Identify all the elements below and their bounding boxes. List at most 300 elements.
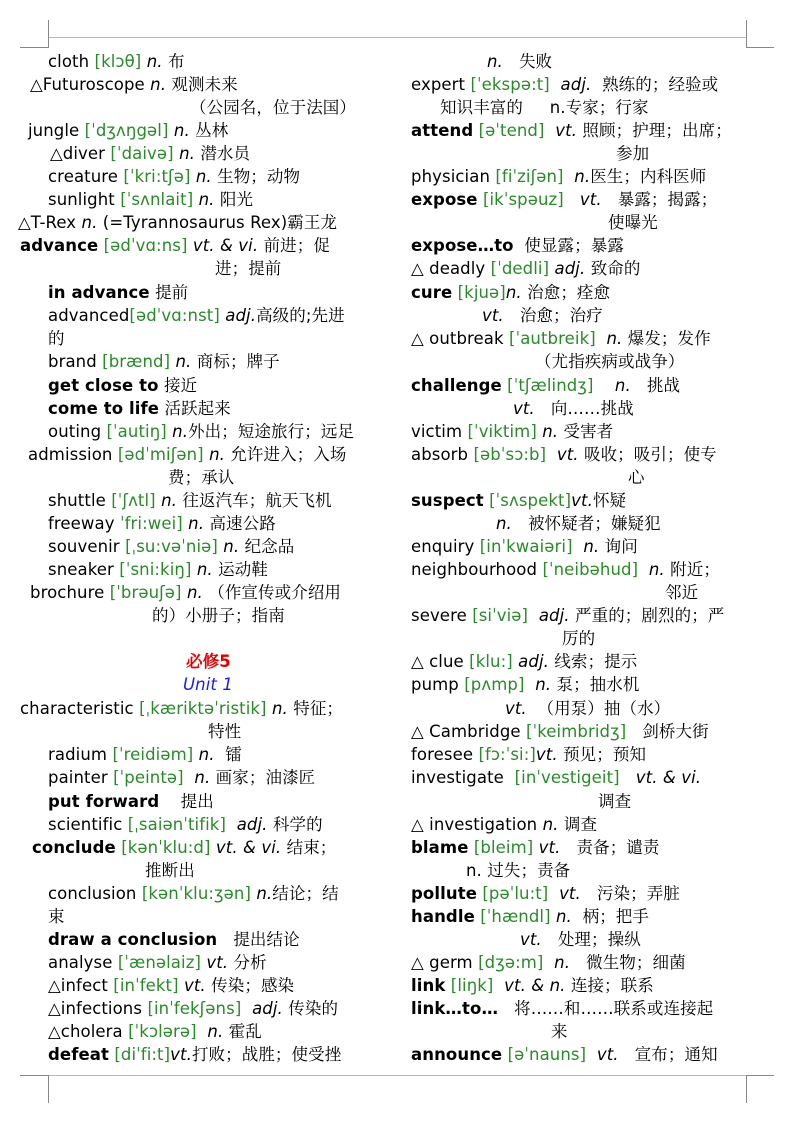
headword: scientific	[48, 815, 123, 834]
part-of-speech: n.	[535, 675, 552, 694]
definition: 医生；内科医师	[590, 167, 707, 186]
definition: 特征；	[293, 699, 344, 718]
entry-cure	[411, 281, 610, 304]
part-of-speech: n.	[198, 190, 215, 209]
definition-cont: 知识丰富的	[440, 98, 523, 117]
entry-link	[411, 974, 654, 997]
definition: 打败；战胜；使受挫	[191, 1045, 342, 1064]
definition: 霍乱	[228, 1022, 262, 1041]
headword: painter	[48, 768, 108, 787]
part-of-speech: n.	[150, 75, 167, 94]
entry-get-close-to	[48, 374, 197, 397]
phonetic: [ˈkɔlərə]	[128, 1022, 197, 1041]
part-of-speech: vt.	[535, 745, 558, 764]
headword: △ investigation	[411, 815, 538, 834]
headword: conclude	[32, 838, 116, 857]
definition: 纪念品	[244, 537, 295, 556]
definition: 吸收；吸引；使专	[583, 445, 717, 464]
definition: 柄；把手	[582, 907, 650, 926]
entry-infect	[48, 974, 294, 997]
part-of-speech: n.	[209, 445, 225, 464]
definition: 致命的	[590, 259, 641, 278]
entry-investigation	[411, 813, 597, 836]
entry-outing	[48, 420, 354, 443]
definition: 潜水员	[200, 144, 251, 163]
definition: 挑战	[646, 376, 681, 395]
headword: characteristic	[20, 699, 134, 718]
headword: brand	[48, 352, 97, 371]
footer-rule	[49, 1075, 746, 1076]
headword: in advance	[48, 283, 150, 302]
part-of-speech: n.	[487, 52, 503, 71]
part-of-speech: n.	[496, 514, 512, 533]
entry-freeway	[48, 512, 276, 535]
entry-admission	[28, 443, 347, 466]
definition: 照顾；护理；出席；	[582, 121, 732, 140]
headword: pollute	[411, 884, 477, 903]
headword: △ clue	[411, 652, 464, 671]
headword: admission	[28, 445, 113, 464]
entry-attend	[411, 119, 732, 142]
definition: 运动鞋	[218, 560, 268, 579]
part-of-speech: vt. & vi.	[192, 236, 259, 255]
part-of-speech: adj.	[225, 306, 257, 325]
headword: come to life	[48, 399, 160, 418]
headword: cloth	[48, 52, 90, 71]
headword: victim	[411, 422, 463, 441]
definition: 爆发；发作	[627, 329, 711, 348]
phonetic: [ˈdʒʌŋgəl]	[84, 121, 169, 140]
definition: 传染的	[288, 999, 339, 1018]
definition: 科学的	[272, 815, 323, 834]
phonetic: [ˈautiŋ]	[106, 422, 167, 441]
definition: 观测未来	[171, 75, 238, 94]
part-of-speech: vt.	[559, 884, 581, 903]
phonetic: [ˌsu:vəˈniə]	[125, 537, 218, 556]
part-of-speech: vt.	[206, 953, 229, 972]
headword: souvenir	[48, 537, 120, 556]
phonetic: [ˈbrəuʃə]	[109, 583, 182, 602]
phonetic: [ədˈvɑ:nst]	[129, 306, 220, 325]
part-of-speech: adj.	[560, 75, 592, 94]
definition: 严重的；剧烈的；严	[575, 606, 725, 625]
part-of-speech: vt.	[505, 699, 527, 718]
headword: investigate	[411, 768, 504, 787]
entry-advanced-cont: 的	[48, 329, 65, 348]
entry-link-to-cont: 来	[551, 1022, 568, 1041]
phonetic: [ˌsaiənˈtifik]	[127, 815, 226, 834]
entry-handle-verb	[520, 928, 641, 951]
part-of-speech: n.	[505, 283, 522, 302]
headword: △ Cambridge	[411, 722, 521, 741]
entry-neighbourhood	[411, 558, 720, 581]
header-rule	[49, 37, 746, 38]
part-of-speech: n.	[466, 861, 482, 880]
definition: 布	[167, 52, 185, 71]
entry-handle	[411, 905, 649, 928]
phonetic: [kjuə]	[457, 283, 506, 302]
definition: 向……挑战	[550, 399, 634, 418]
phonetic: [ˈdaivə]	[110, 144, 174, 163]
definition: 失败	[518, 52, 553, 71]
definition: 商标；牌子	[196, 352, 280, 371]
definition: 提出结论	[233, 930, 300, 949]
phonetic: [ˈænəlaiz]	[117, 953, 202, 972]
definition: （用泵）抽（水）	[537, 699, 671, 718]
entry-announce	[411, 1043, 718, 1066]
headword: physician	[411, 167, 491, 186]
headword: attend	[411, 121, 474, 140]
entry-souvenir	[48, 535, 294, 558]
entry-characteristic	[20, 697, 343, 720]
entry-pump	[411, 673, 639, 696]
part-of-speech: n.	[175, 352, 192, 371]
entry-draw-a-conclusion	[48, 928, 300, 951]
definition: （作宣传或介绍用	[208, 583, 342, 602]
entry-challenge-verb	[513, 397, 634, 420]
definition: 剑桥大街	[642, 722, 709, 741]
entry-defeat	[48, 1043, 341, 1066]
headword: blame	[411, 838, 469, 857]
entry-victim	[411, 420, 613, 443]
headword: pump	[411, 675, 459, 694]
definition: 污染；弄脏	[596, 884, 680, 903]
definition: 线索；提示	[554, 652, 638, 671]
entry-futuroscope-cont: （公园名，位于法国）	[190, 98, 356, 117]
part-of-speech: n.	[81, 213, 98, 232]
headword: get close to	[48, 376, 159, 395]
entry-futuroscope	[30, 73, 238, 96]
definition: 连接；联系	[570, 976, 654, 995]
part-of-speech: vt.	[571, 491, 593, 510]
entry-absorb	[411, 443, 717, 466]
entry-expert-cont	[440, 96, 649, 119]
entry-challenge	[411, 374, 680, 397]
entry-attend-cont: 参加	[616, 144, 650, 163]
phonetic: [ˈsni:kiŋ]	[119, 560, 192, 579]
part-of-speech: n.	[554, 953, 571, 972]
phonetic: [ˈpeintə]	[113, 768, 184, 787]
phonetic: [brænd]	[102, 352, 171, 371]
headword: advance	[20, 236, 99, 255]
headword: handle	[411, 907, 475, 926]
entry-defeat-noun	[487, 50, 552, 73]
phonetic: [ˈviktim]	[467, 422, 537, 441]
phonetic: [ˈsʌspekt]	[489, 491, 572, 510]
part-of-speech: n.	[179, 144, 195, 163]
part-of-speech: vt.	[170, 1045, 192, 1064]
phonetic: [liŋk]	[450, 976, 494, 995]
part-of-speech: vt. & n.	[504, 976, 566, 995]
part-of-speech: n.	[194, 768, 211, 787]
definition: 结束；	[286, 838, 337, 857]
headword: defeat	[48, 1045, 109, 1064]
definition: 阳光	[219, 190, 254, 209]
definition: 处理；操纵	[557, 930, 641, 949]
entry-creature	[48, 165, 300, 188]
definition: 预见；预知	[563, 745, 647, 764]
entry-deadly	[411, 257, 641, 280]
headword: creature	[48, 167, 119, 186]
entry-expose	[411, 188, 717, 211]
entry-investigate	[411, 766, 701, 789]
entry-pollute	[411, 882, 680, 905]
entry-advance-cont: 进；提前	[215, 259, 282, 278]
part-of-speech: n.	[161, 491, 177, 510]
phonetic: [klu:]	[469, 652, 513, 671]
part-of-speech: vt. & vi.	[215, 838, 282, 857]
part-of-speech: n.	[542, 422, 559, 441]
phonetic: [ˈsʌnlait]	[120, 190, 194, 209]
phonetic: [ədˈvɑ:ns]	[103, 236, 188, 255]
part-of-speech: n.	[196, 560, 213, 579]
part-of-speech: vt.	[596, 1045, 619, 1064]
definition: 丛林	[195, 121, 229, 140]
entry-come-to-life	[48, 397, 231, 420]
entry-advanced	[48, 304, 345, 327]
entry-conclude-cont: 推断出	[145, 861, 195, 880]
headword: draw a conclusion	[48, 930, 218, 949]
headword: enquiry	[411, 537, 475, 556]
part-of-speech: n.	[271, 699, 288, 718]
phonetic: [kənˈklu:d]	[121, 838, 211, 857]
definition: 将……和……联系或连接起	[514, 999, 714, 1018]
definition: 镭	[225, 745, 242, 764]
part-of-speech: n.	[188, 514, 205, 533]
definition: 画家；油漆匠	[215, 768, 316, 787]
headword: freeway	[48, 514, 115, 533]
part-of-speech: n.	[614, 376, 631, 395]
entry-cure-verb	[482, 304, 603, 327]
definition: 过失；责备	[487, 861, 571, 880]
definition: 活跃起来	[164, 399, 231, 418]
entry-suspect-noun	[496, 512, 661, 535]
entry-conclude	[32, 836, 336, 859]
entry-outbreak-cont: （尤指疾病或战争）	[535, 352, 685, 371]
entry-diver	[50, 142, 250, 165]
phonetic: [klɔθ]	[94, 52, 142, 71]
headword: analyse	[48, 953, 113, 972]
phonetic: [inˈkwaiəri]	[479, 537, 573, 556]
definition: 微生物；细菌	[586, 953, 686, 972]
headword: neighbourhood	[411, 560, 538, 579]
phonetic: [əˈtend]	[478, 121, 545, 140]
entry-outbreak	[411, 327, 711, 350]
entry-characteristic-cont: 特性	[208, 722, 242, 741]
entry-brochure	[30, 581, 341, 604]
part-of-speech: n.	[223, 537, 240, 556]
part-of-speech: vt.	[520, 930, 542, 949]
phonetic: [pʌmp]	[464, 675, 525, 694]
definition: 被怀疑者；嫌疑犯	[527, 514, 661, 533]
headword: △ deadly	[411, 259, 486, 278]
part-of-speech: n.	[186, 583, 203, 602]
phonetic: [bleim]	[473, 838, 534, 857]
part-of-speech: vt. & vi.	[635, 768, 702, 787]
part-of-speech: adj.	[518, 652, 549, 671]
entry-suspect	[411, 489, 626, 512]
phonetic: [ˈautbreik]	[509, 329, 596, 348]
entry-sneaker	[48, 558, 268, 581]
definition: 受害者	[563, 422, 614, 441]
phonetic: [ˌkæriktəˈristik]	[139, 699, 267, 718]
entry-painter	[48, 766, 315, 789]
definition: 治愈；痊愈	[527, 283, 611, 302]
phonetic: [fɔ:ˈsi:]	[478, 745, 536, 764]
entry-severe	[411, 604, 724, 627]
headword: advanced	[48, 306, 130, 325]
entry-pump-verb	[505, 697, 670, 720]
phonetic: [inˈvestigeit]	[514, 768, 620, 787]
headword: sneaker	[48, 560, 114, 579]
entry-blame	[411, 836, 660, 859]
phonetic: [inˈfekt]	[113, 976, 179, 995]
entry-link-to	[411, 997, 713, 1020]
headword: expert	[411, 75, 466, 94]
phonetic: [fiˈziʃən]	[495, 167, 564, 186]
part-of-speech: adj.	[554, 259, 586, 278]
phonetic: [ˈkeimbridʒ]	[526, 722, 627, 741]
headword: shuttle	[48, 491, 106, 510]
headword: link	[411, 976, 446, 995]
definition-noun: n.专家；行家	[549, 98, 649, 117]
headword: conclusion	[48, 884, 137, 903]
phonetic: ˈfri:wei]	[119, 514, 183, 533]
part-of-speech: vt.	[538, 838, 561, 857]
entry-expose-cont: 使曝光	[608, 213, 658, 232]
headword: link…to…	[411, 999, 499, 1018]
phonetic: [ikˈspəuz]	[482, 190, 564, 209]
definition: 分析	[233, 953, 267, 972]
headword: jungle	[28, 121, 80, 140]
entry-expert	[411, 73, 718, 96]
definition: 提出	[180, 792, 214, 811]
phonetic: [ˈkri:tʃə]	[123, 167, 191, 186]
phonetic: [ˈhændl]	[480, 907, 551, 926]
definition: (=Tyrannosaurus Rex)霸王龙	[102, 213, 338, 232]
headword: put forward	[48, 792, 160, 811]
definition: 生物；动物	[217, 167, 301, 186]
part-of-speech: n.	[195, 167, 212, 186]
headword: sunlight	[48, 190, 115, 209]
part-of-speech: vt.	[555, 121, 578, 140]
headword: △infect	[48, 976, 108, 995]
entry-blame-noun	[466, 859, 570, 882]
part-of-speech: n.	[256, 884, 273, 903]
phonetic: [kənˈklu:ʒən]	[141, 884, 252, 903]
entry-conclusion-cont: 束	[48, 907, 65, 926]
entry-investigate-cont: 调查	[598, 792, 632, 811]
part-of-speech: adj.	[538, 606, 570, 625]
part-of-speech: n.	[173, 121, 190, 140]
headword: absorb	[411, 445, 469, 464]
headword: △Futuroscope	[30, 75, 145, 94]
headword: brochure	[30, 583, 105, 602]
part-of-speech: adj.	[252, 999, 283, 1018]
entry-absorb-cont: 心	[628, 468, 645, 487]
part-of-speech: n.	[198, 745, 215, 764]
definition: 治愈；治疗	[519, 306, 603, 325]
entry-admission-cont: 费；承认	[168, 468, 235, 487]
part-of-speech: vt.	[556, 445, 579, 464]
definition: 允许进入；入场	[230, 445, 347, 464]
entry-foresee	[411, 743, 646, 766]
part-of-speech: vt.	[579, 190, 602, 209]
phonetic: [ˈʃʌtl]	[111, 491, 156, 510]
headword: announce	[411, 1045, 503, 1064]
part-of-speech: n.	[606, 329, 623, 348]
entry-put-forward	[48, 790, 214, 813]
part-of-speech: n.	[172, 422, 189, 441]
headword: suspect	[411, 491, 484, 510]
entry-infections	[48, 997, 338, 1020]
phonetic: [siˈviə]	[472, 606, 529, 625]
headword: severe	[411, 606, 467, 625]
headword: △infections	[48, 999, 143, 1018]
phonetic: [ˈtʃælindʒ]	[507, 376, 594, 395]
headword: cure	[411, 283, 453, 302]
part-of-speech: adj.	[236, 815, 268, 834]
entry-analyse	[48, 951, 267, 974]
entry-expose-to	[411, 234, 624, 257]
phonetic: [diˈfi:t]	[114, 1045, 171, 1064]
entry-jungle	[28, 119, 228, 142]
phonetic: [inˈfekʃəns]	[147, 999, 242, 1018]
definition: 泵；抽水机	[556, 675, 640, 694]
part-of-speech: n.	[556, 907, 572, 926]
headword: △diver	[50, 144, 106, 163]
definition: 暴露；揭露；	[617, 190, 718, 209]
entry-enquiry	[411, 535, 638, 558]
definition: 附近；	[670, 560, 720, 579]
part-of-speech: n.	[583, 537, 600, 556]
entry-t-rex	[18, 211, 337, 234]
definition: 宣布；通知	[634, 1045, 718, 1064]
entry-advance	[20, 234, 330, 257]
entry-cloth	[48, 50, 185, 73]
headword: expose…to	[411, 236, 514, 255]
headword: foresee	[411, 745, 474, 764]
entry-brochure-cont: 的）小册子；指南	[152, 606, 285, 625]
entry-conclusion	[48, 882, 339, 905]
definition: 高速公路	[209, 514, 276, 533]
entry-in-advance	[48, 281, 188, 304]
headword: expose	[411, 190, 478, 209]
definition: 高级的;先进	[256, 306, 345, 325]
part-of-speech: vt.	[482, 306, 504, 325]
entry-scientific	[48, 813, 323, 836]
definition: 结论；结	[272, 884, 339, 903]
headword: outing	[48, 422, 102, 441]
definition: 提前	[155, 283, 189, 302]
part-of-speech: n.	[542, 815, 559, 834]
entry-radium	[48, 743, 242, 766]
phonetic: [ˈneibəhud]	[542, 560, 639, 579]
part-of-speech: n.	[648, 560, 665, 579]
phonetic: [pəˈlu:t]	[482, 884, 549, 903]
part-of-speech: n.	[574, 167, 591, 186]
definition: 传染；感染	[211, 976, 295, 995]
entry-physician	[411, 165, 706, 188]
headword: △T-Rex	[18, 213, 77, 232]
headword: △ outbreak	[411, 329, 504, 348]
phonetic: [ˈreidiəm]	[112, 745, 194, 764]
part-of-speech: vt.	[513, 399, 535, 418]
phonetic: [dʒə:m]	[478, 953, 544, 972]
headword: △cholera	[48, 1022, 123, 1041]
definition: 熟练的；经验或	[602, 75, 719, 94]
part-of-speech: n.	[146, 52, 163, 71]
